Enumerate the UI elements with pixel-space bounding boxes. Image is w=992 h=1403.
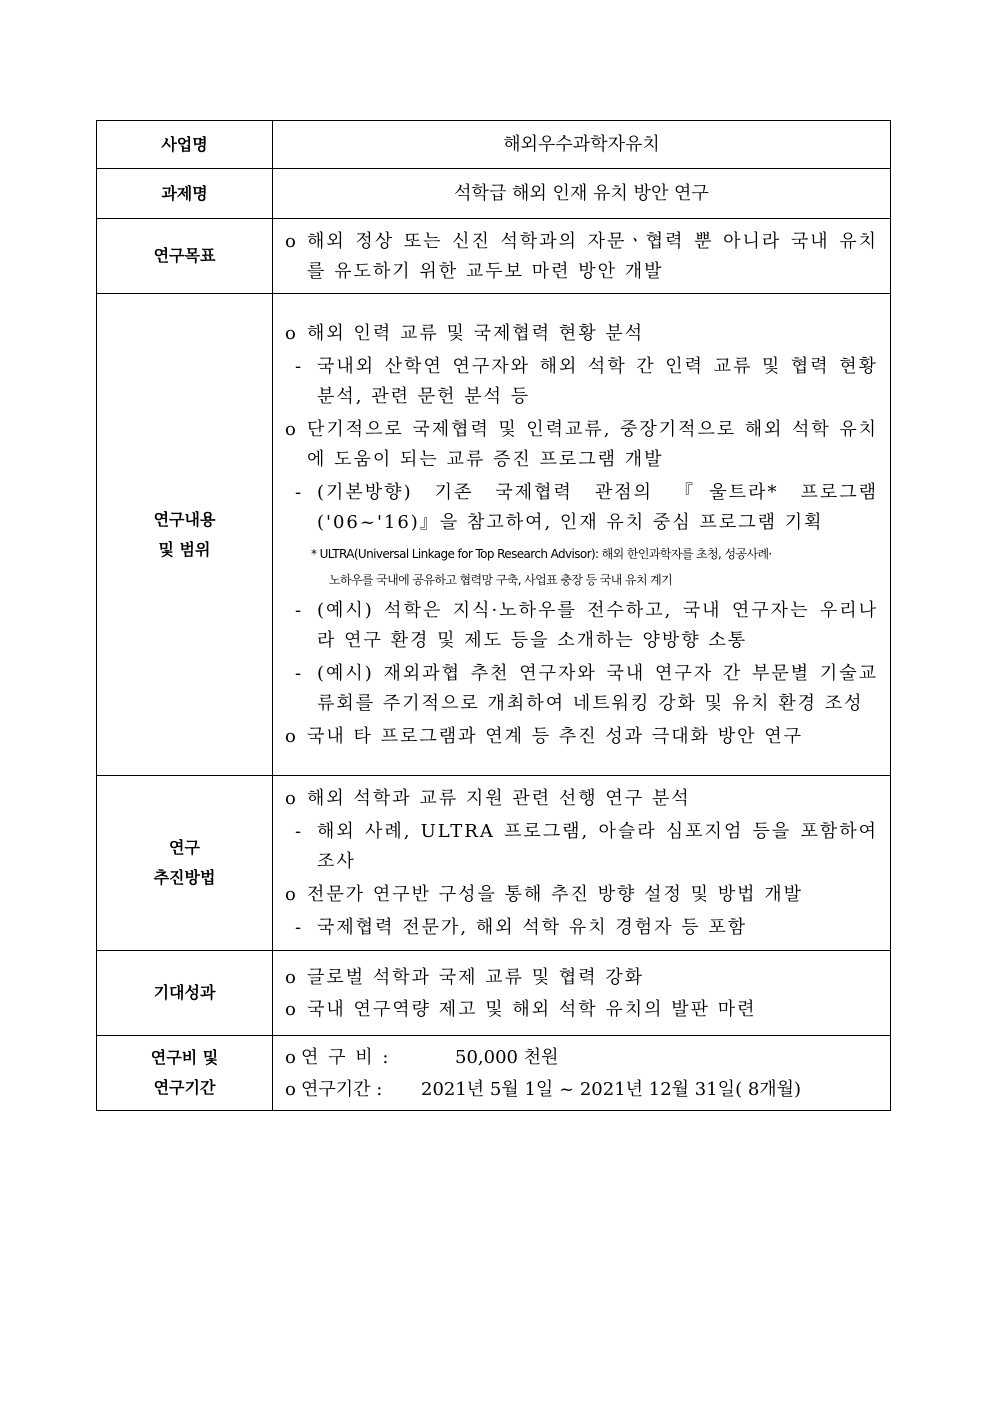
research-method-value bbox=[273, 776, 891, 951]
outcome-text: 국내 연구역량 제고 및 해외 석학 유치의 발판 마련 bbox=[307, 999, 757, 1020]
footnote-line2: 노하우를 국내에 공유하고 협력망 구축, 사업표 충장 등 국내 유치 계기 bbox=[329, 573, 673, 587]
dash-marker: - bbox=[295, 356, 302, 377]
content-subitem bbox=[295, 659, 878, 719]
method-text: 국제협력 전문가, 해외 석학 유치 경험자 등 포함 bbox=[317, 917, 748, 938]
bullet-marker: o bbox=[285, 1079, 296, 1100]
outcome-item bbox=[285, 963, 878, 993]
research-content-value bbox=[273, 294, 891, 776]
period-label: 연구기간 : bbox=[301, 1079, 383, 1100]
research-content-label bbox=[97, 294, 273, 776]
research-content-row bbox=[97, 294, 891, 776]
content-text: 해외 인력 교류 및 국제협력 현황 분석 bbox=[307, 323, 645, 344]
budget-label-line1: 연구비 및 bbox=[150, 1048, 219, 1067]
method-text: 해외 사례, ULTRA 프로그램, 아슬라 심포지엄 등을 포함하여 조사 bbox=[317, 821, 878, 872]
method-text: 전문가 연구반 구성을 통해 추진 방향 설정 및 방법 개발 bbox=[307, 884, 804, 905]
task-name-label: 과제명 bbox=[97, 169, 273, 219]
method-item bbox=[285, 880, 878, 910]
bullet-marker: o bbox=[285, 884, 296, 905]
content-label-line2: 및 범위 bbox=[158, 539, 211, 559]
dash-marker: - bbox=[295, 917, 302, 938]
budget-period-value bbox=[273, 1036, 891, 1111]
bullet-marker: o bbox=[285, 419, 296, 440]
goal-text: 해외 정상 또는 신진 석학과의 자문ㆍ협력 뿐 아니라 국내 유치를 유도하기 위한 교두보 마련 방안 개발 bbox=[307, 231, 878, 282]
content-text: 단기적으로 국제협력 및 인력교류, 중장기적으로 해외 석학 유치에 도움이 되는 교류 증진 프로그램 개발 bbox=[307, 419, 878, 470]
method-subitem bbox=[295, 913, 878, 943]
outcome-item bbox=[285, 995, 878, 1025]
content-text: 국내외 산학연 연구자와 해외 석학 간 인력 교류 및 협력 현황 분석, 관련 문헌 분석 등 bbox=[317, 356, 878, 407]
task-name-value: 석학급 해외 인재 유치 방안 연구 bbox=[273, 169, 891, 219]
method-label-line1: 연구 bbox=[169, 838, 200, 857]
content-text: (예시) 석학은 지식·노하우를 전수하고, 국내 연구자는 우리나라 연구 환경 및 제도 등을 소개하는 양방향 소통 bbox=[317, 600, 878, 651]
goal-item bbox=[285, 227, 878, 287]
period-line bbox=[285, 1074, 878, 1106]
budget-value: 50,000 천원 bbox=[455, 1047, 559, 1068]
bullet-marker: o bbox=[285, 231, 296, 252]
dash-marker: - bbox=[295, 663, 302, 684]
budget-label-line2: 연구기간 bbox=[153, 1078, 216, 1097]
content-item bbox=[285, 722, 878, 752]
research-method-row bbox=[97, 776, 891, 951]
expected-outcome-label: 기대성과 bbox=[97, 951, 273, 1036]
bullet-marker: o bbox=[285, 726, 296, 747]
expected-outcome-row bbox=[97, 951, 891, 1036]
bullet-marker: o bbox=[285, 999, 296, 1020]
content-text: (기본방향) 기존 국제협력 관점의 『울트라* 프로그램 ('06~'16)』을 참고하여, 인재 유치 중심 프로그램 기획 bbox=[317, 482, 878, 533]
footnote-line1: * ULTRA(Universal Linkage for Top Research Advisor): 해외 한인과학자를 초청, 성공사례· bbox=[311, 547, 772, 561]
budget-period-label bbox=[97, 1036, 273, 1111]
project-summary-table bbox=[96, 120, 891, 1111]
bullet-marker: o bbox=[285, 788, 296, 809]
budget-label: 연 구 비 : bbox=[301, 1047, 391, 1068]
dash-marker: - bbox=[295, 600, 302, 621]
method-text: 해외 석학과 교류 지원 관련 선행 연구 분석 bbox=[307, 788, 691, 809]
research-goal-label: 연구목표 bbox=[97, 219, 273, 294]
content-text: 국내 타 프로그램과 연계 등 추진 성과 극대화 방안 연구 bbox=[307, 726, 804, 747]
expected-outcome-value bbox=[273, 951, 891, 1036]
content-item bbox=[285, 415, 878, 475]
dash-marker: - bbox=[295, 482, 302, 503]
task-name-row bbox=[97, 169, 891, 219]
budget-period-row bbox=[97, 1036, 891, 1111]
budget-line bbox=[285, 1042, 878, 1074]
ultra-footnote bbox=[311, 541, 878, 593]
bullet-marker: o bbox=[285, 323, 296, 344]
content-subitem bbox=[295, 596, 878, 656]
dash-marker: - bbox=[295, 821, 302, 842]
content-subitem bbox=[295, 478, 878, 538]
project-name-value: 해외우수과학자유치 bbox=[273, 121, 891, 169]
outcome-text: 글로벌 석학과 국제 교류 및 협력 강화 bbox=[307, 967, 645, 988]
method-subitem bbox=[295, 817, 878, 877]
content-subitem bbox=[295, 352, 878, 412]
bullet-marker: o bbox=[285, 1047, 296, 1068]
project-name-label: 사업명 bbox=[97, 121, 273, 169]
content-text: (예시) 재외과협 추천 연구자와 국내 연구자 간 부문별 기술교류회를 주기적으로 개최하여 네트워킹 강화 및 유치 환경 조성 bbox=[317, 663, 878, 714]
method-label-line2: 추진방법 bbox=[153, 868, 216, 887]
research-method-label bbox=[97, 776, 273, 951]
method-item bbox=[285, 784, 878, 814]
research-goal-value bbox=[273, 219, 891, 294]
period-value: 2021년 5월 1일 ~ 2021년 12월 31일( 8개월) bbox=[421, 1079, 802, 1100]
content-label-line1: 연구내용 bbox=[153, 509, 216, 529]
bullet-marker: o bbox=[285, 967, 296, 988]
research-goal-row bbox=[97, 219, 891, 294]
project-name-row bbox=[97, 121, 891, 169]
content-item bbox=[285, 319, 878, 349]
